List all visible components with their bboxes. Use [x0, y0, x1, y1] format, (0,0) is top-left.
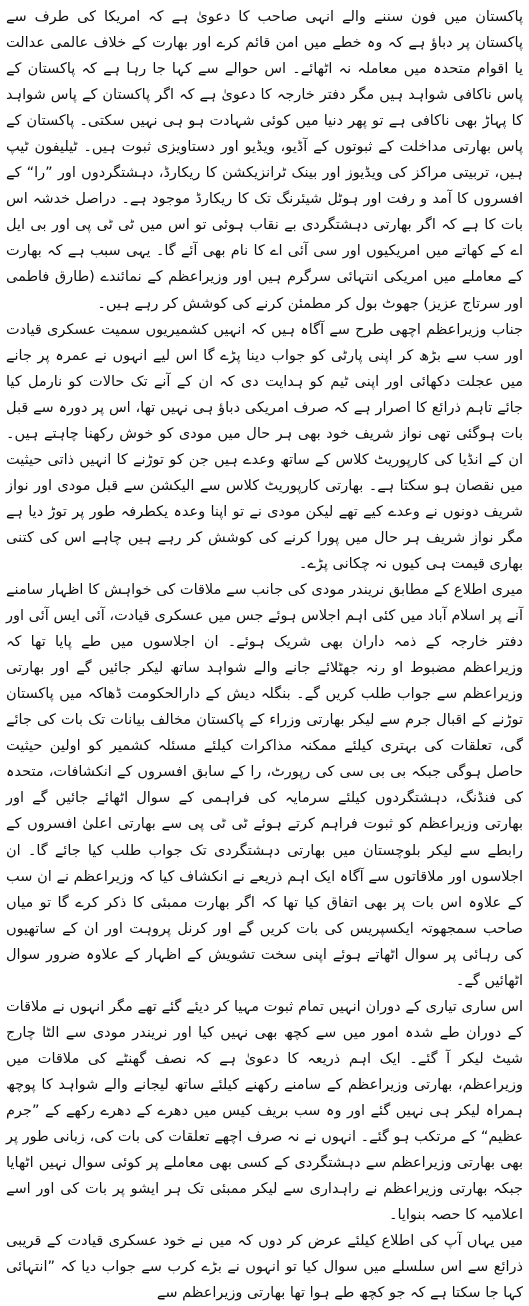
- article-paragraph-4: اس ساری تیاری کے دوران انہیں تمام ثبوت مہیا کر دیئے گئے تھے مگر انہوں نے ملاقات کے دوران طے شدہ امور میں سے کچھ بھی نہیں کیا اور نریندر مودی سے الٹا چارج شیٹ لیکر آ گئے۔ ایک اہم ذریعہ کا دعویٰ ہے کہ نصف گھنٹے کی ملاقات میں وزیراعظم، بھارتی وزیراعظم کے سامنے رکھنے کیلئے ساتھ لیجانے والے شواہد کا پوچھ ہمراہ لیکر ہی نہیں گئے اور وہ سب بریف کیس میں دھرے کے دھرے رکھے کے ”جرم عظیم“ کے مرتکب ہو گئے۔ انہوں نے نہ صرف اچھے تعلقات کی بات کی، زبانی طور پر بھی بھارتی وزیراعظم سے دہشتگردی کے کسی بھی معاملے پر کوئی سوال نہیں اٹھایا جبکہ بھارتی وزیراعظم نے راہداری سے لیکر ممبئی تک ہر ایشو پر بات کی اور اسے اعلامیہ کا حصہ بنوایا۔: [6, 998, 523, 1224]
- article-paragraph-3: میری اطلاع کے مطابق نریندر مودی کی جانب سے ملاقات کی خواہش کا اظہار سامنے آنے پر اسلام آباد میں کئی اہم اجلاس ہوئے جس میں عسکری قیادت، آئی ایس آئی اور دفتر خارجہ کے ذمہ داران بھی شریک ہوئے۔ ان اجلاسوں میں طے پایا تھا کہ وزیراعظم مضبوط او رنہ جھٹلائے جانے والے شواہد ساتھ لیکر جائیں گے اور بھارتی وزیراعظم سے جواب طلب کریں گے۔ بنگلہ دیش کے دارالحکومت ڈھاکہ میں پاکستان توڑنے کے اقبال جرم سے لیکر بھارتی وزراء کے پاکستان مخالف بیانات تک بات کی جائے گی، تعلقات کی بہتری کیلئے ممکنہ مذاکرات کیلئے مسئلہ کشمیر کو اولین حیثیت حاصل ہوگی جبکہ بی بی سی کی رپورٹ، را کے سابق افسروں کے انکشافات، متحدہ کی فنڈنگ، دہشتگردوں کیلئے سرمایہ کی فراہمی کے سوال اٹھائے جائیں گے اور بھارتی وزیراعظم کو ثبوت فراہم کرتے ہوئے ٹی ٹی پی سے بھارتی اعلیٰ افسروں کے رابطے سے لیکر بلوچستان میں بھارتی دہشتگردی تک جواب طلب کیا جائے گا۔ ان اجلاسوں اور ملاقاتوں سے آگاہ ایک اہم ذریعے نے انکشاف کیا کہ وزیراعظم نے ان سب کے علاوہ اس بات پر بھی اتفاق کیا تھا کہ اگر بھارت ممبئی کا ذکر کرے گا تو میاں صاحب سمجھوتہ ایکسپریس کی بات کریں گے اور کرنل پروہت اور ان کے ساتھیوں کی رہائی پر سوال اٹھاتے ہوئے اپنی سخت تشویش کے اظہار کے علاوہ ضرور سوال اٹھائیں گے۔: [6, 582, 523, 989]
- article-paragraph-5: میں یہاں آپ کی اطلاع کیلئے عرض کر دوں کہ میں نے خود عسکری قیادت کے قریبی ذرائع سے اس سلسلے میں سوال کیا تو انہوں نے بڑے کرب سے جواب دیا کہ ”انتہائی کہا جا سکتا ہے کہ جو کچھ طے ہوا تھا بھارتی وزیراعظم سے: [6, 1233, 523, 1302]
- article-paragraph-1: پاکستان میں فون سننے والے انہی صاحب کا دعویٰ ہے کہ امریکا کی طرف سے پاکستان پر دباؤ ہے کہ وہ خطے میں امن قائم کرے اور بھارت کے خلاف عالمی عدالت یا اقوام متحدہ میں معاملہ نہ اٹھائے۔ اس حوالے سے کہا جا رہا ہے کہ پاکستان کے پاس ناکافی شواہد ہیں مگر دفتر خارجہ کا دعویٰ ہے کہ اگر پاکستان کے پاس شواہد کا پہاڑ بھی ناکافی ہے تو پھر دنیا میں کوئی شہادت ہو ہی نہیں سکتی۔ پاکستان کے پاس بھارتی مداخلت کے ثبوتوں کے آڈیو، ویڈیو اور دستاویزی ثبوت ہیں۔ ٹیلیفون ٹیپ ہیں، تربیتی مراکز کی ویڈیوز اور بینک ٹرانزیکشن کا ریکارڈ، دہشتگردوں اور ”را“ کے افسروں کا آمد و رفت اور ہوٹل شیئرنگ تک کا ریکارڈ موجود ہے۔ دراصل خدشہ اس بات کا ہے کہ اگر بھارتی دہشتگردی بے نقاب ہوئی تو اس میں ٹی ٹی پی اور بی ایل اے کے کھاتے میں امریکیوں اور سی آئی اے کا نام بھی آئے گا۔ یہی سبب ہے کہ بھارت کے معاملے میں امریکی انتہائی سرگرم ہیں اور وزیراعظم کے نمائندے (طارق فاطمی اور سرتاج عزیز) جھوٹ بول کر مطمئن کرنے کی کوشش کر رہے ہیں۔: [6, 9, 523, 312]
- article-paragraph-2: جناب وزیراعظم اچھی طرح سے آگاہ ہیں کہ انہیں کشمیریوں سمیت عسکری قیادت اور سب سے بڑھ کر اپنی پارٹی کو جواب دینا پڑے گا اس لیے انہوں نے عمرہ پر جانے میں عجلت دکھائی اور اپنی ٹیم کو ہدایت دی کہ ان کے آنے تک حالات کو نارمل کیا جائے تاہم ذرائع کا اصرار ہے کہ صرف امریکی دباؤ ہی نہیں تھا، اس پر دورہ سے قبل بات ہوگئی تھی نواز شریف خود بھی ہر حال میں مودی کو خوش رکھنا چاہتے ہیں۔ ان کے انڈیا کی کارپوریٹ کلاس کے ساتھ وعدے ہیں جن کو توڑنے کا انہیں ذاتی حیثیت میں نقصان ہو سکتا ہے۔ بھارتی کارپوریٹ کلاس سے الیکشن سے قبل مودی اور نواز شریف دونوں نے وعدے کیے تھے لیکن مودی نے تو اپنا وعدہ یکطرفہ طور پر توڑ دیا ہے مگر نواز شریف ہر حال میں پورا کرنے کی کوشش کر رہے ہیں چاہے اس کی کتنی بھاری قیمت ہی کیوں نہ چکانی پڑے۔: [6, 321, 523, 572]
